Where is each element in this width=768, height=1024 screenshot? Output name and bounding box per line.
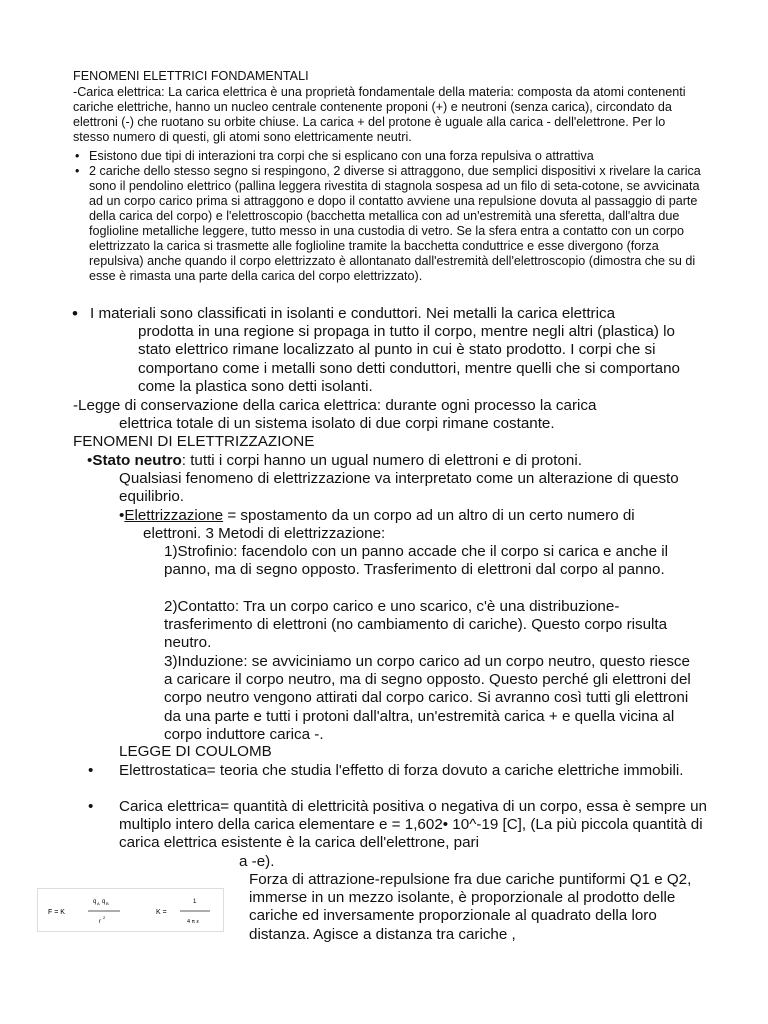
coulomb-formula-svg xyxy=(38,889,223,931)
list-item-carica-elettrica xyxy=(88,798,709,871)
elettrizzazione-first: = spostamento da un corpo ad un altro di un certo numero di xyxy=(223,507,635,524)
formula-q-a: q xyxy=(93,899,97,905)
bullet-icon: • xyxy=(119,507,125,524)
formula-r: r xyxy=(99,919,101,925)
bullet-icon: • xyxy=(87,452,93,469)
section-heading-coulomb: LEGGE DI COULOMB xyxy=(119,743,272,760)
bullet-text: 2 cariche dello stesso segno si respingono, 2 diverse si attraggono, due semplici dispositivi x rivelare la carica sono il pendolino elettrico (pallina leggera rivestita di stagnola sospesa ad un filo di seta-cotone, se avvicinata ad un corpo carico prima si attraggono e dopo il contatto avviene una repulsione dovuta al passaggio di parte della carica del corpo) e l'elettroscopio (bacchetta metallica con ad un'estremità una sferetta, dall'altra due foglioline metalliche leggere, tutto messo in una custodia di vetro. Se la sfera entra a contatto con un corpo elettrizzato la carica si trasmette alle foglioline tramite la bacchetta conduttrice e esse divergono (forza repulsiva) anche quando il corpo elettrizzato è allontanato dall'estremità dell'elettroscopio (dimostra che su di esse è rimasta una parte della carica del corpo elettrizzato). xyxy=(89,164,701,283)
formula-exp: 2 xyxy=(103,915,106,920)
formula-f-lhs: F = K xyxy=(48,909,65,916)
forza-paragraph: Forza di attrazione-repulsione fra due cariche puntiformi Q1 e Q2, immerse in un mezzo isolante, è proporzionale al prodotto delle cariche ed inversamente proporzionale al quadrato della loro distanza. Agisce a distanza tra cariche , xyxy=(249,871,692,943)
coulomb-formula-image xyxy=(37,888,224,932)
stato-neutro-paragraph xyxy=(87,452,707,507)
elettrizzazione-paragraph xyxy=(119,507,709,543)
formula-q-b: q xyxy=(102,899,106,905)
formula-k-den: 4 π ε xyxy=(187,919,200,925)
conservation-first-line: -Legge di conservazione della carica elettrica: durante ogni processo la carica xyxy=(73,397,597,414)
page-title: FENOMENI ELETTRICI FONDAMENTALI xyxy=(73,69,309,83)
materiali-first-line: I materiali sono classificati in isolanti e conduttori. Nei metalli la carica elettrica xyxy=(90,305,616,322)
conservation-law xyxy=(73,397,713,433)
elettrizzazione-label: Elettrizzazione xyxy=(124,507,224,524)
list-item-materiali xyxy=(72,304,700,396)
metodo-induzione: 3)Induzione: se avviciniamo un corpo carico ad un corpo neutro, questo riesce a caricare il corpo neutro, ma di segno opposto. Questo perché gli elettroni del corpo neutro vengono attirati dal corpo carico. Si avranno così tutti gli elettroni da una parte e tutti i protoni dall'altra, un'estremità carica + e quella vicina al corpo induttore carica -. xyxy=(164,653,691,743)
metodo-strofinio: 1)Strofinio: facendolo con un panno accade che il corpo si carica e anche il panno, ma di segno opposto. Trasferimento di elettroni dal corpo al panno. xyxy=(164,543,669,579)
conservation-continuation: elettrica totale di un sistema isolato di due corpi rimane costante. xyxy=(119,415,555,433)
bullet-icon: • xyxy=(88,762,94,779)
elettrostatica-text: Elettrostatica= teoria che studia l'effetto di forza dovuto a cariche elettriche immobili. xyxy=(119,762,684,779)
formula-sub-b: B xyxy=(106,901,109,906)
bullet-icon: • xyxy=(75,164,80,178)
elettrizzazione-continuation: elettroni. 3 Metodi di elettrizzazione: xyxy=(143,525,386,543)
stato-neutro-first: : tutti i corpi hanno un ugual numero di elettroni e di protoni. xyxy=(181,452,582,469)
bullet-icon: • xyxy=(75,149,80,163)
list-item xyxy=(75,149,699,164)
intro-paragraph: -Carica elettrica: La carica elettrica è una proprietà fondamentale della materia: composta da atomi contenenti cariche elettriche, hanno un nucleo centrale contenente proponi (+) e neutroni (senza carica), circondato da elettroni (-) che ruotano su orbite chiuse. La carica + del protone è uguale alla carica - dell'elettrone. Per lo stesso numero di questi, gli atomi sono elettricamente neutri. xyxy=(73,85,686,144)
formula-k-num: 1 xyxy=(193,899,197,905)
bullet-text: Esistono due tipi di interazioni tra corpi che si esplicano con una forza repulsiva o attrattiva xyxy=(89,149,594,163)
metodo-contatto: 2)Contatto: Tra un corpo carico e uno scarico, c'è una distribuzione-trasferimento di elettroni (no cambiamento di cariche). Questo corpo risulta neutro. xyxy=(164,598,668,652)
section-heading-elettrizzazione: FENOMENI DI ELETTRIZZAZIONE xyxy=(73,433,315,450)
carica-definition-text: Carica elettrica= quantità di elettricità positiva o negativa di un corpo, essa è sempre un multiplo intero della carica elementare e = 1,602• 10^-19 [C], (La più piccola quantità di carica elettrica esistente è la carica dell'elettrone, pari xyxy=(119,798,707,852)
list-item-elettrostatica xyxy=(88,762,709,780)
formula-k-lhs: K = xyxy=(156,909,167,916)
stato-neutro-continuation: Qualsiasi fenomeno di elettrizzazione va interpretato come un alterazione di questo equilibrio. xyxy=(119,470,679,506)
formula-sub-a: A xyxy=(97,901,100,906)
bullet-icon: • xyxy=(72,304,78,323)
materiali-continuation: prodotta in una regione si propaga in tutto il corpo, mentre negli altri (plastica) lo stato elettrico rimane localizzato al punto in cui è stato prodotto. I corpi che si comportano come i metalli sono detti conduttori, mentre quelli che si comportano come la plastica sono detti isolanti. xyxy=(138,323,680,395)
carica-definition-end: a -e). xyxy=(239,852,275,870)
stato-neutro-label: Stato neutro xyxy=(92,452,182,469)
list-item xyxy=(75,164,701,284)
bullet-icon: • xyxy=(88,798,94,815)
